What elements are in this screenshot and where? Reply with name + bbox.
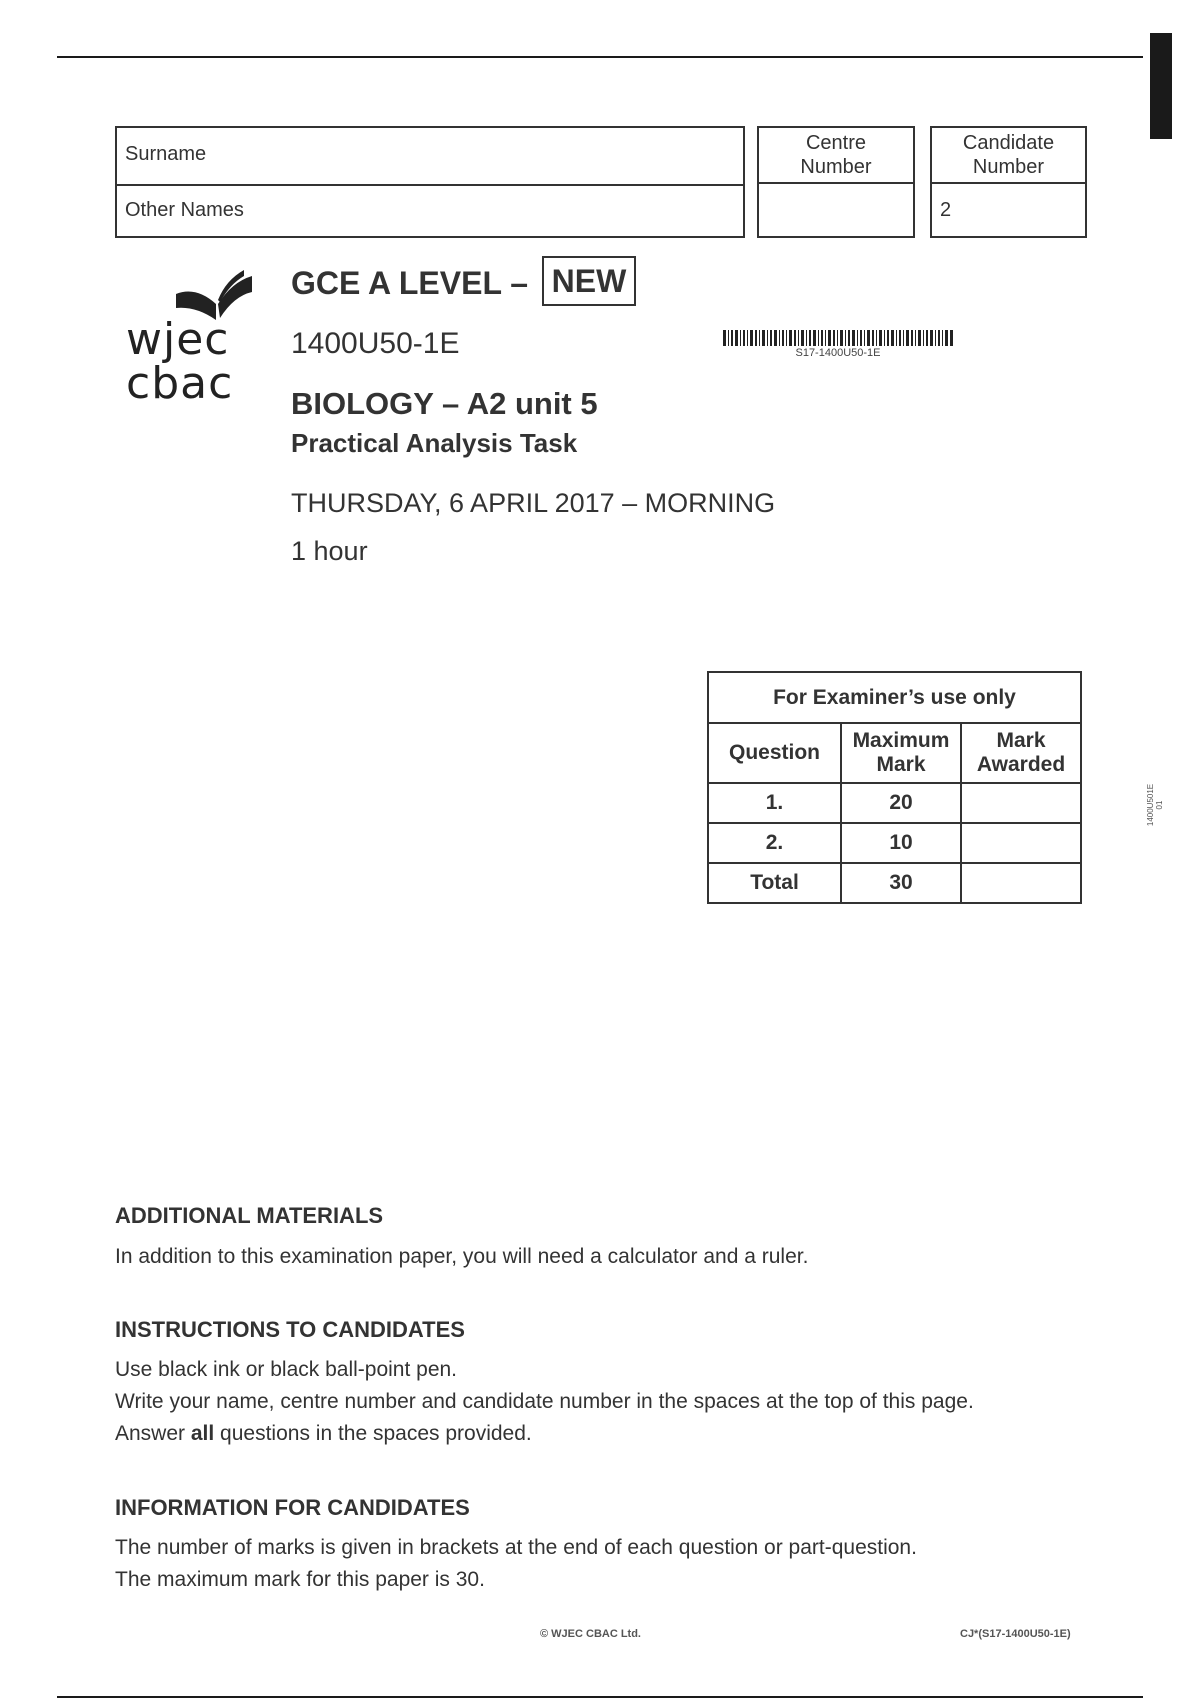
candidate-number-box bbox=[930, 126, 1087, 238]
table-row bbox=[708, 863, 1081, 903]
paper-code: 1400U50-1E bbox=[291, 327, 460, 360]
bottom-rule bbox=[57, 1696, 1143, 1698]
new-badge: NEW bbox=[542, 256, 636, 306]
materials-heading: ADDITIONAL MATERIALS bbox=[115, 1203, 384, 1228]
exam-duration: 1 hour bbox=[291, 536, 368, 566]
instructions-line3-bold: all bbox=[190, 1422, 215, 1445]
instructions-line2: Write your name, centre number and candidate number in the spaces at the top of this page. bbox=[115, 1390, 974, 1413]
copyright: © WJEC CBAC Ltd. bbox=[540, 1628, 641, 1640]
instructions-line3-post: questions in the spaces provided. bbox=[214, 1422, 532, 1445]
side-code-line1: 1400U501E bbox=[1146, 783, 1155, 827]
table-row bbox=[708, 823, 1081, 863]
centre-number-label: Centre Number bbox=[800, 132, 872, 178]
row-question: 1. bbox=[708, 783, 841, 823]
side-code-line2: 01 bbox=[1155, 800, 1164, 810]
candidate-number-divider bbox=[932, 182, 1085, 184]
table-row bbox=[708, 783, 1081, 823]
row-question: Total bbox=[708, 863, 841, 903]
surname-input[interactable] bbox=[380, 128, 740, 180]
top-rule bbox=[57, 56, 1143, 58]
row-mark-awarded[interactable] bbox=[961, 823, 1081, 863]
candidate-number-label: Candidate Number bbox=[962, 132, 1055, 178]
logo-text-cbac: cbac bbox=[126, 358, 234, 409]
instructions-line3 bbox=[115, 1422, 532, 1446]
instructions-heading: INSTRUCTIONS TO CANDIDATES bbox=[115, 1317, 465, 1342]
row-mark-awarded[interactable] bbox=[961, 863, 1081, 903]
other-names-label: Other Names bbox=[125, 199, 244, 221]
logo-text-wjec: wjec bbox=[126, 314, 230, 365]
task-title: Practical Analysis Task bbox=[291, 428, 578, 458]
header-question: Question bbox=[708, 723, 841, 783]
materials-text: In addition to this examination paper, you will need a calculator and a ruler. bbox=[115, 1245, 809, 1268]
header-maximum-mark: Maximum Mark bbox=[841, 723, 961, 783]
examiner-table bbox=[707, 671, 1082, 904]
header-mark-awarded: Mark Awarded bbox=[961, 723, 1081, 783]
information-heading: INFORMATION FOR CANDIDATES bbox=[115, 1495, 470, 1520]
barcode bbox=[723, 330, 953, 346]
centre-number-divider bbox=[759, 182, 913, 184]
instructions-line3-pre: Answer bbox=[115, 1422, 191, 1445]
row-max-mark: 30 bbox=[841, 863, 961, 903]
instructions-line1: Use black ink or black ball-point pen. bbox=[115, 1358, 458, 1381]
wjec-cbac-logo bbox=[122, 270, 252, 410]
information-line2: The maximum mark for this paper is 30. bbox=[115, 1568, 485, 1591]
examiner-table-title: For Examiner’s use only bbox=[708, 672, 1081, 723]
exam-date: THURSDAY, 6 APRIL 2017 – MORNING bbox=[291, 488, 776, 518]
side-code bbox=[1140, 770, 1170, 840]
row-question: 2. bbox=[708, 823, 841, 863]
subject-title: BIOLOGY – A2 unit 5 bbox=[291, 386, 598, 421]
qualification-level: GCE A LEVEL – bbox=[291, 265, 529, 301]
row-max-mark: 20 bbox=[841, 783, 961, 823]
surname-label: Surname bbox=[125, 143, 207, 165]
centre-number-box bbox=[757, 126, 915, 238]
barcode-text: S17-1400U50-1E bbox=[795, 347, 881, 359]
paper-reference: CJ*(S17-1400U50-1E) bbox=[960, 1628, 1071, 1640]
row-mark-awarded[interactable] bbox=[961, 783, 1081, 823]
candidate-number-input[interactable]: 2 bbox=[940, 199, 952, 221]
information-line1: The number of marks is given in brackets at the end of each question or part-question. bbox=[115, 1536, 917, 1559]
side-bar-mark bbox=[1150, 33, 1172, 139]
other-names-input[interactable] bbox=[380, 184, 740, 234]
row-max-mark: 10 bbox=[841, 823, 961, 863]
